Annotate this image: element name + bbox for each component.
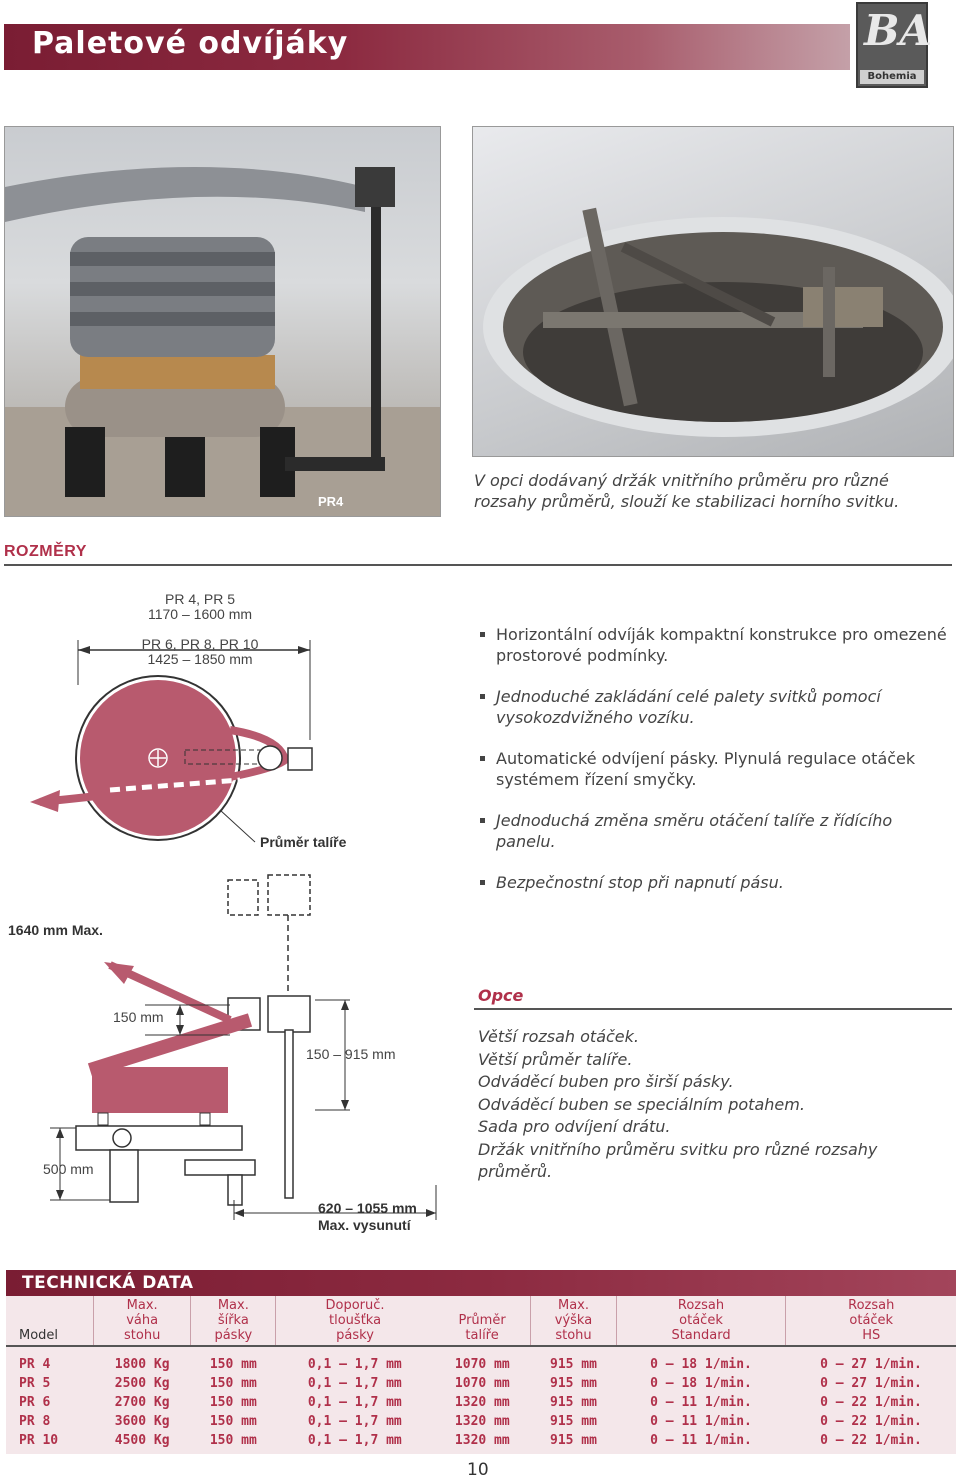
table-row: [6, 1346, 956, 1374]
table-cell: 0 – 27 1/min.: [820, 1376, 922, 1391]
column-header-line: Doporuč.: [325, 1298, 385, 1313]
column-header-line: stohu: [555, 1328, 592, 1343]
feature-item: Bezpečnostní stop při napnutí pásu.: [478, 872, 948, 893]
column-header: [276, 1296, 434, 1346]
table-cell: 915 mm: [550, 1376, 597, 1391]
table-cell: 915 mm: [550, 1395, 597, 1410]
column-header-line: Rozsah: [848, 1298, 895, 1313]
table-cell: 0 – 27 1/min.: [820, 1357, 922, 1372]
tech-data-table: [6, 1296, 956, 1454]
option-item: Odváděcí buben se speciálním potahem.: [478, 1094, 805, 1114]
table-cell: 0 – 22 1/min.: [820, 1433, 922, 1448]
column-header-line: Max.: [126, 1298, 158, 1313]
column-header-line: otáček: [849, 1313, 894, 1328]
table-cell: 0 – 11 1/min.: [650, 1414, 752, 1429]
column-header: [616, 1296, 786, 1346]
company-logo: [856, 2, 933, 88]
column-header: [94, 1296, 191, 1346]
max-height-label: 1640 mm Max.: [8, 922, 103, 938]
option-item: Větší průměr talíře.: [478, 1049, 633, 1069]
column-header-line: pásky: [214, 1328, 253, 1343]
options-divider: [474, 1008, 952, 1010]
column-header-line: tloušťka: [329, 1313, 382, 1328]
photo-pr4-machine: [4, 126, 441, 517]
column-header-line: Standard: [671, 1328, 731, 1343]
dim-range-pr4-pr5: [110, 592, 290, 622]
plate-diameter-label: Průměr talíře: [260, 834, 347, 850]
photo-caption: V opci dodávaný držák vnitřního průměru pro různé rozsahy průměrů, slouží ke stabilizaci horního svitku.: [474, 471, 900, 511]
holder-illustration: [473, 127, 954, 457]
feature-list: [478, 624, 948, 913]
table-body: [6, 1346, 956, 1450]
table-cell: 150 mm: [209, 1433, 257, 1448]
table-cell: 0,1 – 1,7 mm: [307, 1433, 402, 1448]
table-cell: 150 mm: [209, 1357, 257, 1372]
column-header-line: šířka: [217, 1313, 249, 1328]
table-cell: 0 – 11 1/min.: [650, 1433, 752, 1448]
dim-range-line4: 1425 – 1850 mm: [147, 651, 253, 667]
table-cell: 915 mm: [550, 1433, 597, 1448]
option-item: Sada pro odvíjení drátu.: [478, 1117, 671, 1136]
table-cell: 0,1 – 1,7 mm: [307, 1357, 402, 1372]
table-cell: 150 mm: [209, 1395, 257, 1410]
column-header: [6, 1296, 94, 1346]
table-cell: PR 4: [19, 1357, 51, 1372]
column-header: [786, 1296, 956, 1346]
dim-range-line3: PR 6, PR 8, PR 10: [141, 636, 259, 652]
table-cell: 915 mm: [550, 1414, 597, 1429]
feature-item: Horizontální odvíják kompaktní konstrukce pro omezené prostorové podmínky.: [478, 624, 948, 666]
column-header-line: HS: [862, 1328, 881, 1343]
column-header-line: výška: [554, 1313, 593, 1328]
feature-item: Jednoduché zakládání celé palety svitků pomocí vysokozdvižného vozíku.: [478, 686, 948, 728]
table-cell: 0 – 18 1/min.: [650, 1376, 752, 1391]
option-item: Držák vnitřního průměru svitku pro různé rozsahy průměrů.: [478, 1139, 878, 1181]
table-cell: 1320 mm: [454, 1414, 510, 1429]
section-divider: [4, 564, 952, 566]
dim-620-line1: 620 – 1055 mm: [318, 1200, 417, 1216]
option-item: Větší rozsah otáček.: [478, 1027, 639, 1046]
table-row: [6, 1393, 956, 1412]
table-cell: 1320 mm: [454, 1395, 510, 1410]
options-list: [478, 1026, 948, 1184]
table-cell: 2500 Kg: [114, 1376, 170, 1391]
logo-letters: BA: [864, 6, 933, 55]
table-row: [6, 1431, 956, 1450]
option-item: Odváděcí buben pro širší pásky.: [478, 1072, 734, 1091]
table-cell: 4500 Kg: [114, 1433, 170, 1448]
table-cell: 0 – 22 1/min.: [820, 1414, 922, 1429]
table-cell: 1800 Kg: [114, 1357, 170, 1372]
top-view-diagram: [0, 580, 470, 920]
dim-150-915-label: 150 – 915 mm: [306, 1046, 396, 1062]
table-cell: 150 mm: [209, 1414, 257, 1429]
column-header: [434, 1296, 531, 1346]
table-cell: PR 10: [19, 1433, 59, 1448]
page-title: Paletové odvíjáky: [32, 26, 349, 61]
column-header-line: stohu: [124, 1328, 161, 1343]
table-cell: 1070 mm: [454, 1357, 510, 1372]
table-row: [6, 1412, 956, 1431]
table-cell: 0,1 – 1,7 mm: [307, 1414, 402, 1429]
table-cell: PR 5: [19, 1376, 51, 1391]
logo-brand: Bohemia: [860, 70, 924, 84]
column-header: [191, 1296, 276, 1346]
column-header-line: pásky: [336, 1328, 374, 1343]
pr4-machine-illustration: [5, 127, 441, 517]
page-number: 10: [467, 1460, 489, 1480]
table-cell: PR 6: [19, 1395, 51, 1410]
dim-620-label: [318, 1200, 417, 1234]
feature-item: Jednoduchá změna směru otáčení talíře z řídícího panelu.: [478, 810, 948, 852]
table-cell: 0 – 11 1/min.: [650, 1395, 752, 1410]
column-header-line: váha: [126, 1313, 159, 1328]
table-cell: 0 – 22 1/min.: [820, 1395, 922, 1410]
table-cell: 0 – 18 1/min.: [650, 1357, 752, 1372]
table-cell: 915 mm: [550, 1357, 597, 1372]
photo-holder-detail: [472, 126, 954, 457]
column-header-line: Rozsah: [677, 1298, 725, 1313]
dim-range-pr6-pr10: [110, 637, 290, 667]
dim-620-line2: Max. vysunutí: [318, 1217, 411, 1233]
table-cell: PR 8: [19, 1414, 51, 1429]
table-cell: 150 mm: [209, 1376, 257, 1391]
dim-range-line1: PR 4, PR 5: [164, 591, 236, 607]
table-cell: 2700 Kg: [114, 1395, 170, 1410]
column-header-line: Průměr: [458, 1313, 506, 1328]
table-cell: 0,1 – 1,7 mm: [307, 1376, 402, 1391]
dim-range-line2: 1170 – 1600 mm: [147, 606, 253, 622]
dim-500-label: 500 mm: [43, 1161, 94, 1177]
table-cell: 0,1 – 1,7 mm: [307, 1395, 402, 1410]
column-header-line: Max.: [217, 1298, 249, 1313]
photo-label-pr4: PR4: [318, 494, 344, 509]
table-header-row: [6, 1296, 956, 1346]
table-cell: 1070 mm: [454, 1376, 510, 1391]
table-cell: 1320 mm: [454, 1433, 510, 1448]
options-title: Opce: [478, 986, 524, 1005]
column-header-line: Max.: [557, 1298, 589, 1313]
column-header-line: Model: [19, 1328, 59, 1343]
dim-150-label: 150 mm: [113, 1009, 164, 1025]
column-header-line: otáček: [679, 1313, 723, 1328]
column-header-line: talíře: [465, 1328, 499, 1343]
column-header: [531, 1296, 616, 1346]
table-row: [6, 1374, 956, 1393]
feature-item: Automatické odvíjení pásky. Plynulá regulace otáček systémem řízení smyčky.: [478, 748, 948, 790]
section-title-dimensions: ROZMĚRY: [4, 543, 87, 560]
tech-data-title: TECHNICKÁ DATA: [22, 1273, 194, 1293]
table-cell: 3600 Kg: [114, 1414, 170, 1429]
